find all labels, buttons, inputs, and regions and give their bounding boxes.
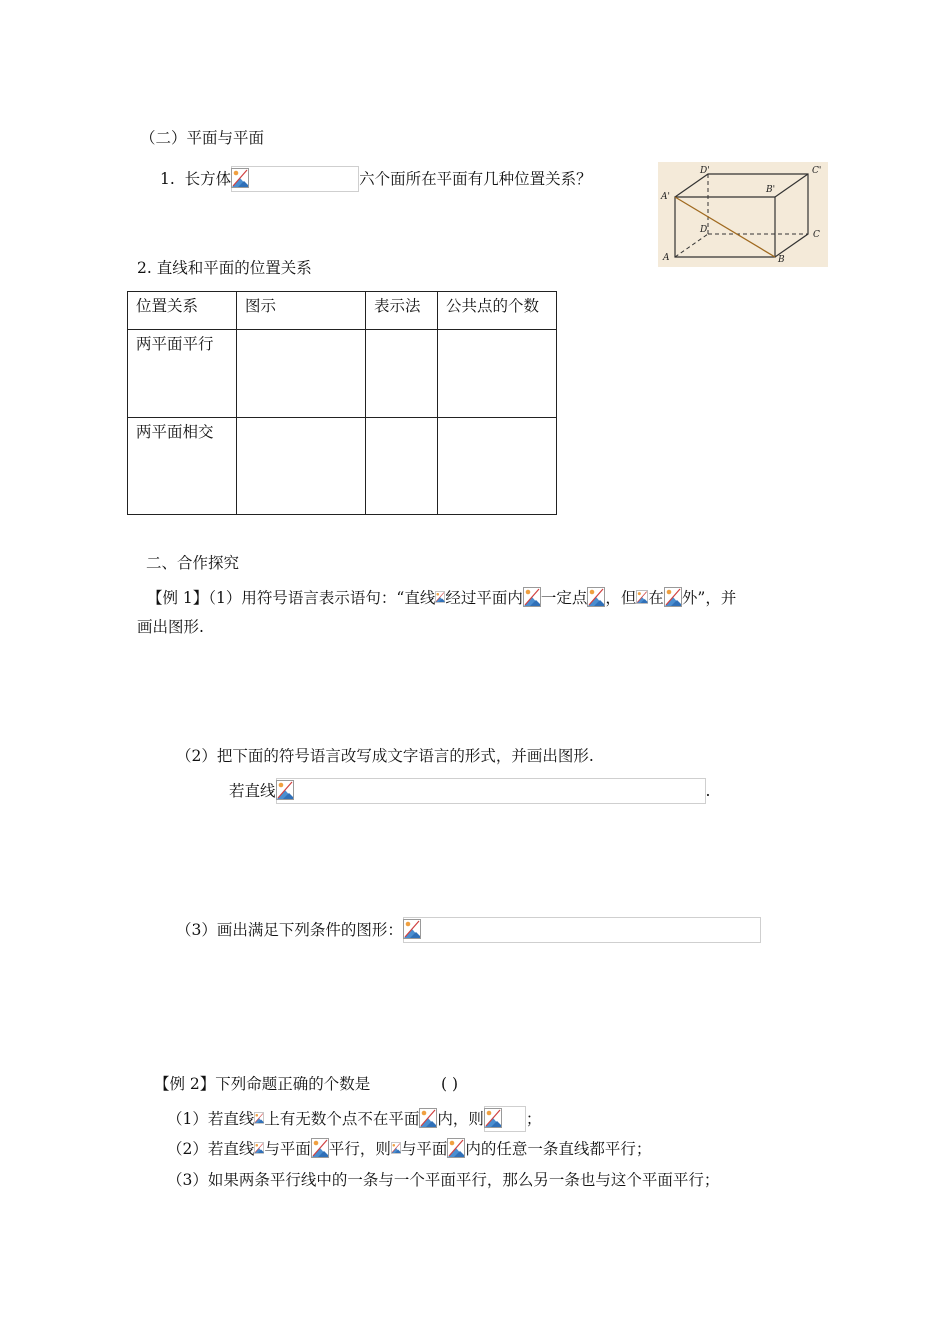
ex2-i2-c: 平行，则 — [328, 1140, 391, 1158]
formula-placeholder — [403, 917, 761, 943]
broken-image-icon — [664, 587, 682, 607]
table-cell[interactable] — [366, 330, 438, 418]
ex1-text-e: 在 — [648, 589, 664, 607]
ex2-i2-a: （2）若直线 — [167, 1140, 255, 1158]
broken-image-icon — [636, 587, 648, 607]
broken-image-icon — [587, 587, 605, 607]
ex1-text-d: ，但 — [605, 589, 637, 607]
broken-image-icon — [254, 1138, 264, 1158]
label-c-prime: C' — [812, 166, 822, 176]
ex1-p3-text: （3）画出满足下列条件的图形： — [176, 921, 403, 939]
broken-image-icon — [435, 587, 445, 607]
row-label: 两平面平行 — [128, 330, 237, 418]
broken-image-icon — [447, 1138, 465, 1158]
label-a-prime: A' — [661, 192, 670, 202]
table-row — [128, 330, 557, 418]
header-diagram: 图示 — [237, 292, 366, 330]
broken-image-icon — [276, 780, 294, 800]
example-2-item-3: （3）如果两条平行线中的一条与一个平面平行，那么另一条也与这个平面平行； — [167, 1171, 720, 1189]
table-cell[interactable] — [366, 418, 438, 515]
q1-number: 1. — [160, 170, 175, 188]
label-b: B — [778, 255, 785, 265]
answer-parentheses: ( ) — [441, 1075, 459, 1093]
broken-image-icon — [419, 1108, 437, 1128]
ex1-text-a: （1）用符号语言表示语句：“直线 — [208, 589, 436, 607]
ex2-i1-b: 上有无数个点不在平面 — [264, 1110, 420, 1128]
question-1 — [160, 166, 592, 192]
q1-post-text: 六个面所在平面有几种位置关系？ — [359, 170, 592, 188]
relationship-table — [127, 291, 557, 515]
formula-placeholder — [231, 166, 359, 192]
broken-image-icon — [523, 587, 541, 607]
ex1-p2-post: . — [705, 782, 711, 800]
broken-image-icon — [254, 1108, 264, 1128]
broken-image-icon — [231, 168, 249, 188]
question-2-title: 2. 直线和平面的位置关系 — [137, 259, 312, 277]
example-1-part-3 — [176, 917, 761, 943]
example-2-item-2 — [167, 1138, 651, 1159]
cuboid-figure — [658, 162, 828, 267]
broken-image-icon — [484, 1108, 502, 1128]
row-label: 两平面相交 — [128, 418, 237, 515]
ex1-text-b: 经过平面内 — [445, 589, 523, 607]
example-2-tag: 【例 2】 — [154, 1075, 216, 1093]
broken-image-icon — [403, 919, 421, 939]
table-cell[interactable] — [237, 418, 366, 515]
example-1-part-2-formula — [229, 778, 710, 804]
label-b-prime: B' — [766, 185, 776, 195]
ex2-i1-d: ； — [525, 1110, 542, 1128]
table-cell[interactable] — [438, 330, 557, 418]
example-1-tag: 【例 1】 — [147, 589, 209, 607]
header-position: 位置关系 — [128, 292, 237, 330]
broken-image-icon — [311, 1138, 329, 1158]
q1-pre-text: 长方体 — [184, 170, 232, 188]
ex2-i2-e: 内的任意一条直线都平行； — [465, 1140, 652, 1158]
broken-image-icon — [391, 1138, 401, 1158]
label-a: A — [663, 253, 670, 263]
example-2-title — [154, 1074, 370, 1094]
example-1-line-2: 画出图形. — [137, 618, 204, 636]
ex2-i1-a: （1）若直线 — [167, 1110, 255, 1128]
formula-placeholder — [276, 778, 706, 804]
ex1-text-f: 外”，并 — [681, 589, 737, 607]
table-row — [128, 418, 557, 515]
section2-title: 二、合作探究 — [146, 554, 240, 572]
example-2-text: 下列命题正确的个数是 — [215, 1075, 371, 1093]
label-d-prime: D' — [700, 166, 710, 176]
table-header-row — [128, 292, 557, 330]
ex2-i2-b: 与平面 — [264, 1140, 311, 1158]
example-1-part-2: （2）把下面的符号语言改写成文字语言的形式，并画出图形. — [176, 747, 594, 765]
ex1-p2-pre: 若直线 — [229, 782, 276, 800]
table-cell[interactable] — [237, 330, 366, 418]
ex1-text-c: 一定点 — [540, 589, 588, 607]
section-title: （二）平面与平面 — [140, 129, 265, 147]
label-d: D — [700, 225, 708, 235]
ex2-i1-c: 内，则 — [437, 1110, 484, 1128]
ex2-i2-d: 与平面 — [400, 1140, 448, 1158]
table-cell[interactable] — [438, 418, 557, 515]
label-c: C — [813, 230, 820, 240]
example-2-item-1 — [167, 1106, 541, 1132]
header-notation: 表示法 — [366, 292, 438, 330]
header-common-points: 公共点的个数 — [438, 292, 557, 330]
example-1-line-1 — [147, 587, 736, 608]
